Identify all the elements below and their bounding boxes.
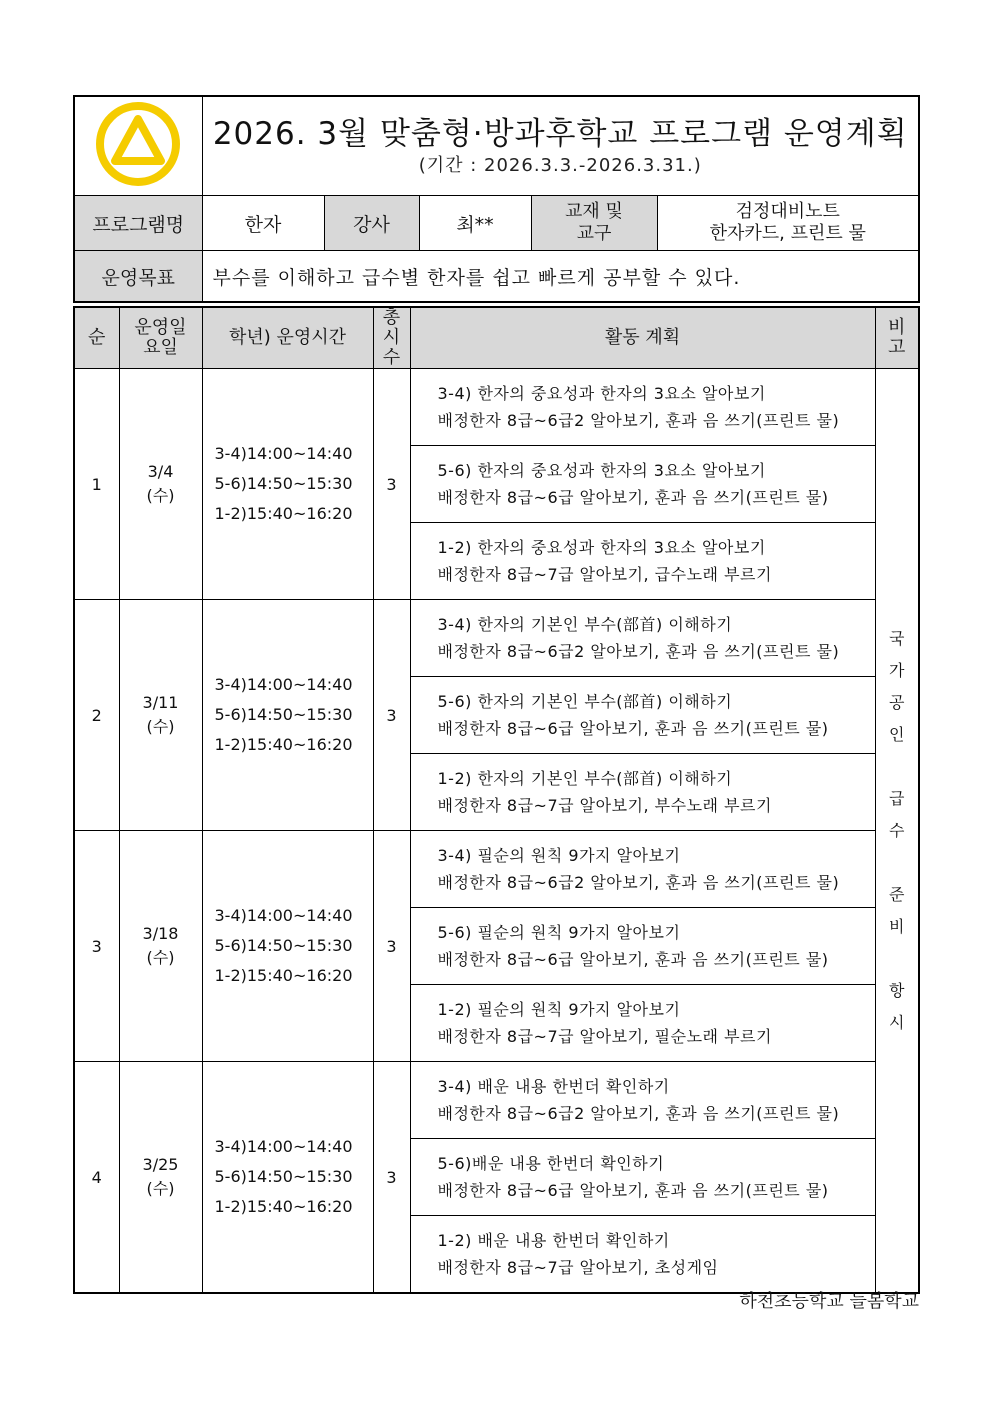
note-char: 급	[889, 788, 905, 808]
session-day: (수)	[146, 948, 175, 967]
material-label-line2: 교구	[576, 223, 612, 244]
activity-title: 3-4) 한자의 중요성과 한자의 3요소 알아보기	[437, 384, 766, 403]
session-date: 3/11	[142, 693, 179, 712]
col-note-char: 비	[888, 317, 906, 338]
material-value-line2: 한자카드, 프린트 물	[709, 223, 866, 244]
session-time: 1-2)15:40~16:20	[214, 735, 353, 754]
col-no-header: 순	[74, 307, 119, 369]
material-value	[657, 196, 919, 251]
col-hours-char: 총	[382, 307, 401, 328]
activity-title: 5-6) 필순의 원칙 9가지 알아보기	[437, 923, 681, 942]
table-row	[74, 1062, 919, 1139]
session-hours: 3	[373, 831, 410, 1062]
session-date: 3/18	[142, 924, 179, 943]
note-char	[876, 943, 919, 975]
period-text: (기간 : 2026.3.3.-2026.3.31.)	[418, 155, 702, 176]
schedule-table	[73, 306, 920, 1294]
note-char: 준	[889, 884, 905, 904]
session-time: 5-6)14:50~15:30	[214, 705, 353, 724]
activity-detail: 배정한자 8급~7급 알아보기, 필순노래 부르기	[437, 1027, 772, 1046]
activity-title: 1-2) 배운 내용 한번더 확인하기	[437, 1231, 670, 1250]
activity-detail: 배정한자 8급~7급 알아보기, 급수노래 부르기	[437, 565, 772, 584]
activity-detail: 배정한자 8급~6급2 알아보기, 훈과 음 쓰기(프린트 물)	[437, 642, 840, 661]
col-hours-char: 시	[382, 327, 401, 348]
school-logo-icon	[95, 101, 181, 187]
session-day: (수)	[146, 1179, 175, 1198]
session-time: 5-6)14:50~15:30	[214, 474, 353, 493]
activity-detail: 배정한자 8급~6급 알아보기, 훈과 음 쓰기(프린트 물)	[437, 1181, 829, 1200]
col-time-header: 학년) 운영시간	[202, 307, 373, 369]
activity-title: 5-6)배운 내용 한번더 확인하기	[437, 1154, 665, 1173]
activity-detail: 배정한자 8급~7급 알아보기, 초성게임	[437, 1258, 719, 1277]
note-char: 시	[889, 1012, 905, 1032]
program-label: 프로그램명	[74, 196, 202, 251]
activity-detail: 배정한자 8급~6급2 알아보기, 훈과 음 쓰기(프린트 물)	[437, 1104, 840, 1123]
schedule-body	[74, 369, 919, 1294]
activity-detail: 배정한자 8급~6급 알아보기, 훈과 음 쓰기(프린트 물)	[437, 719, 829, 738]
table-row	[74, 600, 919, 677]
note-char: 가	[889, 660, 905, 680]
plan-document	[73, 95, 918, 1294]
session-time: 3-4)14:00~14:40	[214, 444, 353, 463]
material-label	[531, 196, 657, 251]
col-plan-header: 활동 계획	[410, 307, 875, 369]
note-cell	[875, 369, 919, 1294]
activity-title: 3-4) 배운 내용 한번더 확인하기	[437, 1077, 670, 1096]
note-char: 인	[889, 724, 905, 744]
session-hours: 3	[373, 600, 410, 831]
activity-title: 1-2) 한자의 기본인 부수(部首) 이해하기	[437, 769, 733, 788]
table-row	[74, 831, 919, 908]
activity-title: 5-6) 한자의 기본인 부수(部首) 이해하기	[437, 692, 733, 711]
school-logo-cell	[74, 96, 202, 196]
session-times-cell	[202, 831, 373, 1062]
session-hours: 3	[373, 369, 410, 600]
session-date-cell	[119, 369, 202, 600]
session-times-cell	[202, 600, 373, 831]
note-char: 국	[889, 628, 905, 648]
session-time: 3-4)14:00~14:40	[214, 675, 353, 694]
session-date-cell	[119, 600, 202, 831]
col-date-header	[119, 307, 202, 369]
session-time: 1-2)15:40~16:20	[214, 504, 353, 523]
session-time: 5-6)14:50~15:30	[214, 936, 353, 955]
program-value: 한자	[202, 196, 324, 251]
activity-detail: 배정한자 8급~7급 알아보기, 부수노래 부르기	[437, 796, 772, 815]
session-times-cell	[202, 1062, 373, 1294]
activity-title: 5-6) 한자의 중요성과 한자의 3요소 알아보기	[437, 461, 766, 480]
activity-cell	[410, 1062, 875, 1139]
header-table	[73, 95, 920, 303]
activity-title: 3-4) 필순의 원칙 9가지 알아보기	[437, 846, 681, 865]
activity-cell	[410, 446, 875, 523]
session-number: 4	[74, 1062, 119, 1294]
note-char	[876, 847, 919, 879]
goal-value: 부수를 이해하고 급수별 한자를 쉽고 빠르게 공부할 수 있다.	[202, 251, 919, 303]
page-title: 2026. 3월 맞춤형·방과후학교 프로그램 운영계획	[212, 116, 908, 152]
material-value-line1: 검정대비노트	[735, 201, 840, 222]
session-date: 3/25	[142, 1155, 179, 1174]
activity-cell	[410, 369, 875, 446]
col-note-char: 고	[888, 337, 906, 358]
activity-cell	[410, 985, 875, 1062]
session-date: 3/4	[147, 462, 174, 481]
session-times-cell	[202, 369, 373, 600]
table-row	[74, 369, 919, 446]
goal-label: 운영목표	[74, 251, 202, 303]
session-time: 3-4)14:00~14:40	[214, 1137, 353, 1156]
activity-cell	[410, 600, 875, 677]
activity-cell	[410, 1216, 875, 1294]
material-label-line1: 교재 및	[565, 201, 623, 222]
session-time: 5-6)14:50~15:30	[214, 1167, 353, 1186]
note-char	[876, 751, 919, 783]
col-date-line1: 운영일	[134, 317, 187, 338]
note-char: 비	[889, 916, 905, 936]
col-date-line2: 요일	[143, 337, 178, 358]
title-cell	[202, 96, 919, 196]
activity-detail: 배정한자 8급~6급2 알아보기, 훈과 음 쓰기(프린트 물)	[437, 411, 840, 430]
teacher-label: 강사	[324, 196, 419, 251]
session-date-cell	[119, 1062, 202, 1294]
activity-title: 1-2) 필순의 원칙 9가지 알아보기	[437, 1000, 681, 1019]
col-hours-char: 수	[382, 347, 401, 368]
activity-title: 1-2) 한자의 중요성과 한자의 3요소 알아보기	[437, 538, 766, 557]
activity-detail: 배정한자 8급~6급 알아보기, 훈과 음 쓰기(프린트 물)	[437, 950, 829, 969]
session-number: 2	[74, 600, 119, 831]
session-time: 1-2)15:40~16:20	[214, 966, 353, 985]
session-time: 3-4)14:00~14:40	[214, 906, 353, 925]
note-char: 수	[889, 820, 905, 840]
session-day: (수)	[146, 486, 175, 505]
activity-cell	[410, 831, 875, 908]
activity-cell	[410, 1139, 875, 1216]
teacher-value: 최**	[419, 196, 531, 251]
activity-cell	[410, 523, 875, 600]
session-date-cell	[119, 831, 202, 1062]
col-hours-header	[373, 307, 410, 369]
activity-cell	[410, 754, 875, 831]
note-char: 항	[889, 980, 905, 1000]
session-hours: 3	[373, 1062, 410, 1294]
col-note-header	[875, 307, 919, 369]
activity-detail: 배정한자 8급~6급 알아보기, 훈과 음 쓰기(프린트 물)	[437, 488, 829, 507]
activity-cell	[410, 677, 875, 754]
activity-title: 3-4) 한자의 기본인 부수(部首) 이해하기	[437, 615, 733, 634]
note-char: 공	[889, 692, 905, 712]
session-time: 1-2)15:40~16:20	[214, 1197, 353, 1216]
session-day: (수)	[146, 717, 175, 736]
school-footer: 하천초등학교 늘봄학교	[739, 1291, 919, 1312]
activity-detail: 배정한자 8급~6급2 알아보기, 훈과 음 쓰기(프린트 물)	[437, 873, 840, 892]
activity-cell	[410, 908, 875, 985]
session-number: 3	[74, 831, 119, 1062]
session-number: 1	[74, 369, 119, 600]
